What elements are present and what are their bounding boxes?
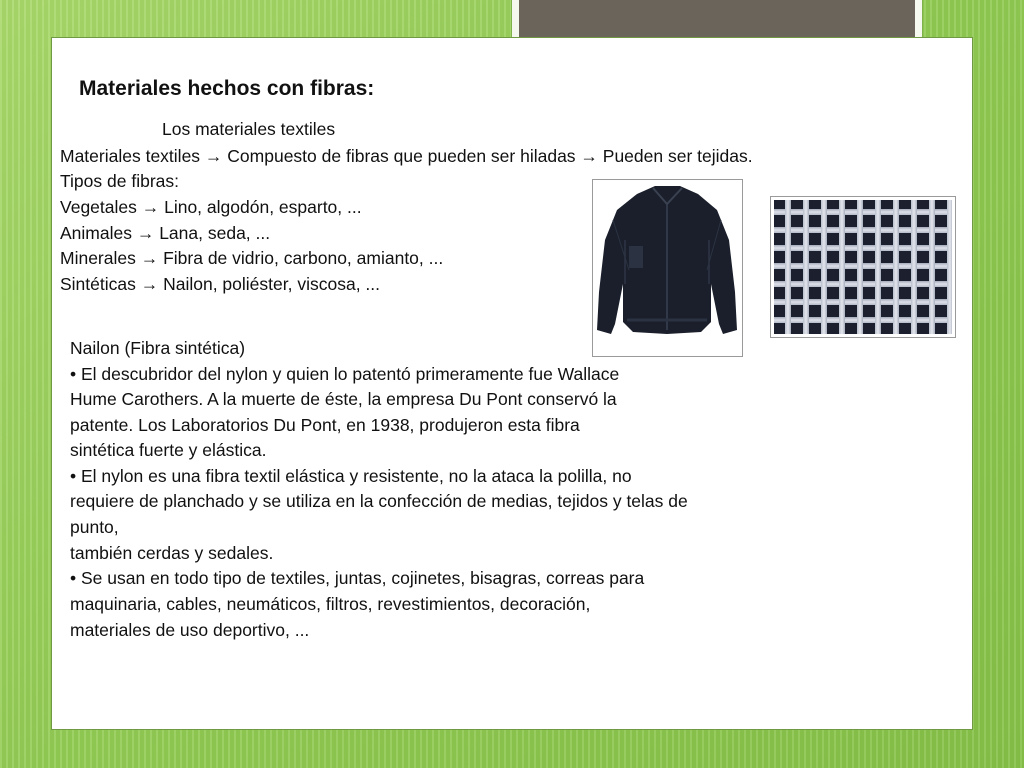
section2-line: requiere de planchado y se utiliza en la confección de medias, tejidos y telas de	[70, 491, 688, 511]
section2-line: materiales de uso deportivo, ...	[70, 620, 310, 640]
jacket-image	[592, 179, 743, 357]
section1-line: Vegetales → Lino, algodón, esparto, ...	[60, 197, 362, 217]
section2-line: maquinaria, cables, neumáticos, filtros, revestimientos, decoración,	[70, 594, 591, 614]
section2-line: Hume Carothers. A la muerte de éste, la empresa Du Pont conservó la	[70, 389, 617, 409]
section2-line: también cerdas y sedales.	[70, 543, 274, 563]
section2-line: sintética fuerte y elástica.	[70, 440, 267, 460]
fabric-image	[770, 196, 956, 338]
jacket-icon	[593, 180, 742, 356]
section1-line: Tipos de fibras:	[60, 171, 179, 191]
section2-line: punto,	[70, 517, 119, 537]
section1-line: Sintéticas → Nailon, poliéster, viscosa, ...	[60, 274, 380, 294]
section2-line: patente. Los Laboratorios Du Pont, en 1938, produjeron esta fibra	[70, 415, 580, 435]
section1-line: Animales → Lana, seda, ...	[60, 223, 271, 243]
woven-fabric-texture	[774, 200, 952, 334]
section2-line: • Se usan en todo tipo de textiles, juntas, cojinetes, bisagras, correas para	[70, 568, 645, 588]
section1-line: Minerales → Fibra de vidrio, carbono, amianto, ...	[60, 248, 444, 268]
section1-subtitle: Los materiales textiles	[162, 119, 336, 139]
slide-title: Materiales hechos con fibras:	[79, 77, 375, 100]
section2-line: Nailon (Fibra sintética)	[70, 338, 246, 358]
section1-line: Materiales textiles → Compuesto de fibras que pueden ser hiladas → Pueden ser tejidas.	[60, 146, 753, 166]
section2-line: • El nylon es una fibra textil elástica y resistente, no la ataca la polilla, no	[70, 466, 632, 486]
section2-line: • El descubridor del nylon y quien lo patentó primeramente fue Wallace	[70, 364, 620, 384]
